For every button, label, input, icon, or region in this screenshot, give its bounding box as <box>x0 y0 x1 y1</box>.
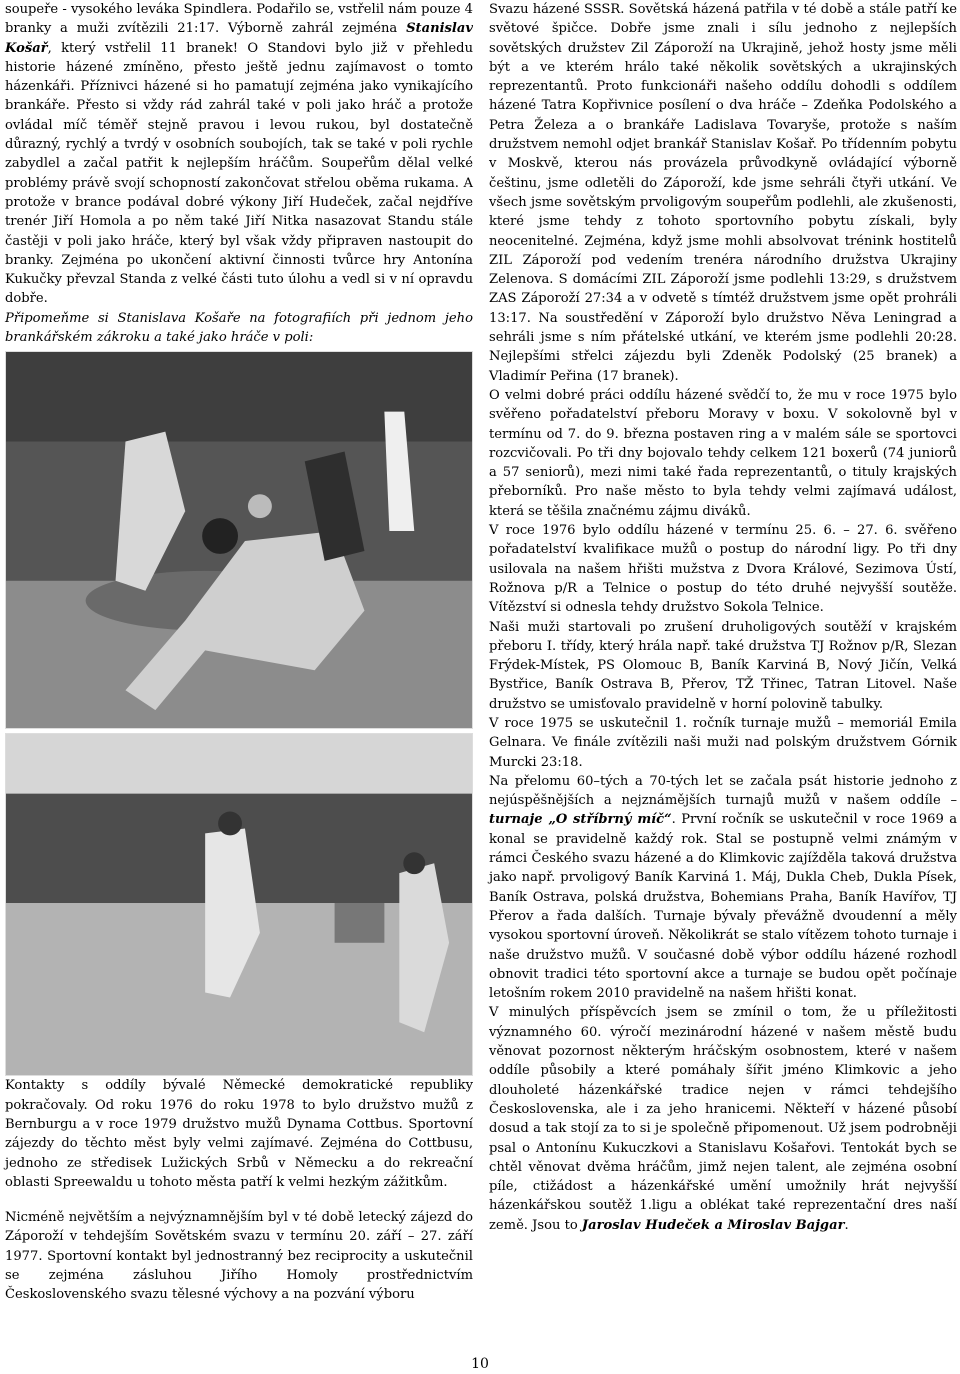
left-column <box>5 0 473 1305</box>
text-run: Na přelomu 60–tých a 70-tých let se začala psát historie jednoho z nejúspěšnějších a nejznámějších turnajů mužů v našem oddíle – <box>489 773 957 809</box>
paragraph-regional-league: Naši muži startovali po zrušení druholigových soutěží v krajském přeboru I. třídy, který hrála např. také družstva TJ Rožnov p/R, Slezan Frýdek-Místek, PS Olomouc B, Baník Karviná B, Nový Jičín, Velká Bystřice, Baník Ostrava B, Přerov, TŽ Třinec, Tatran Litovel. Naše družstvo se umisťovalo pravidelně v horní polovině tabulky. <box>489 619 957 712</box>
text-run: , který vstřelil 11 branek! O Standovi bylo již v přehledu historie házené zmíněno, přesto ještě jednu zajímavost o tomto házenkáři. Příznivci házené si ho pamatují zejména jako vynikajícího brankáře. Přesto si vždy rád zahrál také v poli jako hráč a protože ovládal míč téměř stejně pravou i levou rukou, byl dostatečně důrazný, rychlý a tvrdý v osobních soubojích, tak se také v poli rychle zabydlel a začal patřit k nejlepším hráčům. Soupeřům dělal velké problémy právě svojí schopností zakončovat střelou oběma rukama. A protože v brance podával dobré výkony Jiří Hudeček, začal nejdříve trenér Jiří Homola a po něm také Jiří Nitka nasazovat Standu stále častěji v poli jako hráče, který byl však vždy připraven nastoupit do branky. Zejména po ukončení aktivní činnosti tvůrce hry Antonína Kukučky převzal Standa z velké části tuto úlohu a vedl si v ní opravdu dobře. <box>5 40 473 307</box>
photo-field-player <box>5 733 473 1076</box>
text-run: . <box>844 1217 849 1233</box>
paragraph-league-qualification: V roce 1976 bylo oddílu házené v termínu 25. 6. – 27. 6. svěřeno pořadatelství kvalifikace mužů o postup do národní ligy. Po tři dny usilovala na našem hřišti mužstva z Dvora Králové, Sezimova Ústí, Rožnova p/R a Telnice o postup do této druhé nejvyšší soutěže. Vítězství si odnesla tehdy družstvo Sokola Telnice. <box>489 523 957 616</box>
photo-caption <box>5 309 473 348</box>
text-run: soupeře - vysokého leváka Spindlera. Podařilo se, vstřelil nám pouze 4 branky a muži zvítězili 21:17. Výborně zahrál zejména <box>5 2 473 37</box>
paragraph-kosar <box>5 0 473 309</box>
right-column <box>489 0 957 1235</box>
paragraph-silver-ball <box>489 772 957 1004</box>
paragraph-player-profiles <box>489 1003 957 1235</box>
name-kosar: Stanislav Košař <box>5 21 473 56</box>
page-number: 10 <box>471 1356 489 1372</box>
paragraph-zaporozhye-trip: Nicméně největším a nejvýznamnějším byl v té době letecký zájezd do Záporoží v tehdejším Sovětském svazu v termínu 20. září – 27. září 1977. Sportovní kontakt byl jednostranný bez reciprocity a uskutečnil se zejména zásluhou Jiřího Homoly prostřednictvím Československého svazu tělesné výchovy a na pozvání výboru <box>5 1210 473 1303</box>
photo-goalkeeper-image <box>6 352 472 728</box>
photo-goalkeeper-save <box>5 351 473 729</box>
player-names: Jaroslav Hudeček a Miroslav Bajgar <box>581 1217 845 1233</box>
caption-text: Připomeňme si Stanislava Košaře na fotografiích při jednom jeho brankářském zákroku a také jako hráče v poli: <box>5 310 473 346</box>
text-run: V minulých příspěvcích jsem se zmínil o tom, že u příležitosti významného 60. výročí mezinárodní házené v našem městě budu věnovat pozornost některým hráčským osobnostem, které v našem oddíle působily a které pomáhaly šířit jméno Klimkovic a jeho dlouholeté házenkářské tradice nejen v rámci tehdejšího Československa, ale i za jeho hranicemi. Někteří v házené působí dosud a tak stojí za to si je společně připomenout. Už jsem podrobněji psal o Antonínu Kukuczkovi a Stanislavu Košařovi. Tentokát bych se chtěl věnovat dvěma hráčům, jimž nejen talent, ale zejména osobní píle, ctižádost a házenkářské umění umožnily hrát nejvyšší házenkářskou soutěž 1.ligu a oblékat také reprezentační dres naší země. Jsou to <box>489 1005 957 1233</box>
tournament-title: turnaje „O stříbrný míč“ <box>489 812 672 828</box>
paragraph-ussr-matches: Svazu házené SSSR. Sovětská házená patřila v té době a stále patří ke světové špičce. Dobře jsme znali i sílu jednoho z nejlepších sovětských družstev Zil Záporoží na Ukrajině, jehož hosty jsme měli být a ve kterém hrálo také několik sovětských a ukrajinských reprezentantů. Proto funkcionáři našeho oddílu dohodli s oddílem házené Tatra Kopřivnice posílení o dva hráče – Zdeňka Podolského a Petra Železa a o brankáře Ladislava Tovaryše, protože s naším družstvem nemohl odjet brankář Stanislav Košař. Po třídenním pobytu v Moskvě, kterou nás provázela průvodkyně ovládající výborně češtinu, jsme odletěli do Záporoží, kde jsme sehráli čtyři utkání. Ve všech jsme sovětským prvoligovým soupeřům podlehli, ale zkušenosti, které jsme tehdy z tohoto sportovního pobytu získali, byly neocenitelné. Zejména, když jsme mohli absolvovat trénink hostitelů ZIL Záporoží pod vedením trenéra národního družstva Ukrajiny Zelenova. S domácími ZIL Záporoží jsme podlehli 13:29, s družstvem ZAS Záporoží 27:34 a v odvetě s tímtéž družstvem jsme opět prohráli 13:17. Na soustředění v Záporoží bylo družstvo Něva Leningrad a sehráli jsme s ním přátelské utkání, ve kterém jsme podlehli 20:28. Nejlepšími střelci zájezdu byli Zdeněk Podolský (25 branek) a Vladimír Peřina (17 branek). <box>489 2 957 384</box>
paragraph-boxing-championship: O velmi dobré práci oddílu házené svědčí to, že mu v roce 1975 bylo svěřeno pořadatelství přeboru Moravy v boxu. V sokolovně byl v termínu od 7. do 9. března postaven ring a v malém sále se sportovci rozcvičovali. Po tři dny bojovalo tehdy celkem 121 boxerů (74 juniorů a 57 seniorů), mezi nimi také řada reprezentantů, o tituly krajských přeborníků. Pro naše město to byla tehdy velmi zajímavá událost, která se těšila značnému zájmu diváků. <box>489 387 957 519</box>
text-run: . První ročník se uskutečnil v roce 1969 a konal se pravidelně každý rok. Stal se postupně velmi známým v rámci Českého svazu házené a do Klimkovic zajížděla taková družstva jako např. prvoligový Baník Karviná 1. Máj, Dukla Cheb, Dukla Písek, Baník Ostrava, polská družstva, Bohemians Praha, Baník Havířov, TJ Přerov a řada dalších. Turnaje bývaly převážně dvoudenní a měly vysokou sportovní úroveň. Několikrát se stalo vítězem tohoto turnaje i naše družstvo mužů. V současné době výbor oddílu házené rozhodl obnovit tradici této sportovní akce a turnaje se budou opět počínaje letošním rokem 2010 pravidelně na našem hřišti konat. <box>489 812 958 1002</box>
paragraph-gelnar-memorial: V roce 1975 se uskutečnil 1. ročník turnaje mužů – memoriál Emila Gelnara. Ve finále zvítězili naši muži nad polským družstvem Górnik Murcki 23:18. <box>489 715 957 770</box>
photo-field-player-image <box>6 734 472 1075</box>
paragraph-gdr-contacts: Kontakty s oddíly bývalé Německé demokratické republiky pokračovaly. Od roku 1976 do roku 1978 to bylo družstvo mužů z Bernburgu a v roce 1979 družstvo mužů Dynama Cottbus. Sportovní zájezdy do těchto měst byly velmi zajímavé. Zejména do Cottbusu, jednoho ze středisek Lužických Srbů v Německu a do rekreační oblasti Spreewaldu u tohoto města patří k velmi hezkým zážitkům. <box>5 1078 473 1190</box>
